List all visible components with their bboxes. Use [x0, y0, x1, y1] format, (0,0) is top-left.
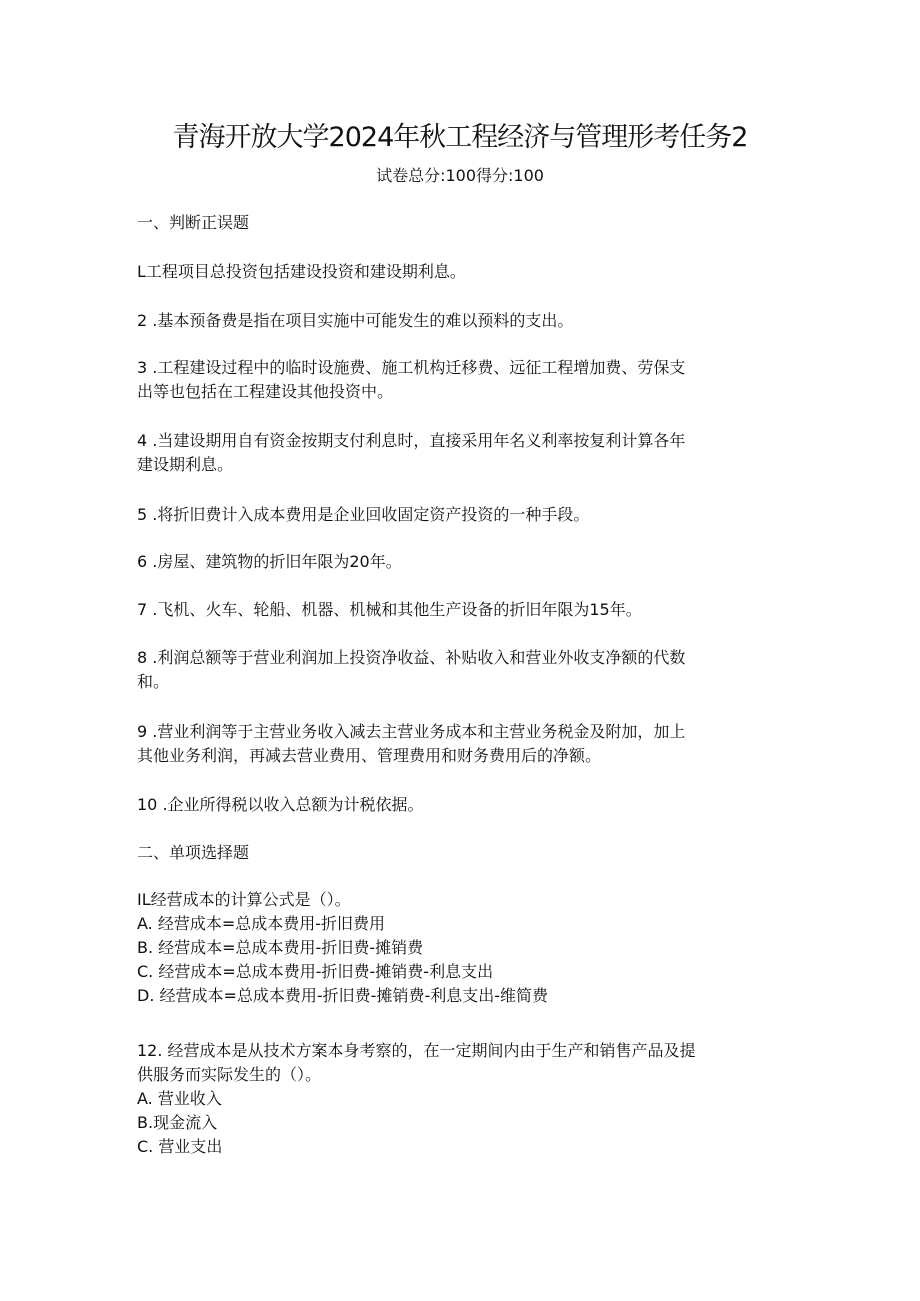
question-text: 出等也包括在工程建设其他投资中。 — [137, 382, 394, 401]
question-text: 5 .将折旧费计入成本费用是企业回收固定资产投资的一种手段。 — [137, 505, 590, 524]
question-5 — [137, 503, 787, 527]
question-text: 其他业务利润，再减去营业费用、管理费用和财务费用后的净额。 — [137, 746, 602, 765]
question-10 — [137, 793, 787, 817]
question-text: 8 .利润总额等于营业利润加上投资净收益、补贴收入和营业外收支净额的代数 — [137, 648, 686, 667]
option-d: D. 经营成本=总成本费用-折旧费-摊销费-利息支出-维简费 — [137, 986, 548, 1005]
option-c: C. 经营成本=总成本费用-折旧费-摊销费-利息支出 — [137, 962, 494, 981]
option-a: A. 经营成本=总成本费用-折旧费用 — [137, 914, 386, 933]
question-text: 7 .飞机、火车、轮船、机器、机械和其他生产设备的折旧年限为15年。 — [137, 600, 642, 619]
question-8 — [137, 646, 787, 694]
question-text: 和。 — [137, 672, 170, 691]
question-text: 3 .工程建设过程中的临时设施费、施工机构迁移费、远征工程增加费、劳保支 — [137, 358, 686, 377]
question-text: 9 .营业利润等于主营业务收入减去主营业务成本和主营业务税金及附加，加上 — [137, 722, 686, 741]
section-heading-single-choice — [137, 841, 787, 865]
question-text: IL经营成本的计算公式是（）。 — [137, 890, 351, 909]
question-text: 4 .当建设期用自有资金按期支付利息时，直接采用年名义利率按复利计算各年 — [137, 431, 686, 450]
question-3 — [137, 356, 787, 404]
question-4 — [137, 429, 787, 477]
question-12 — [137, 1039, 787, 1159]
question-text: 6 .房屋、建筑物的折旧年限为20年。 — [137, 552, 402, 571]
question-9 — [137, 720, 787, 768]
question-text: 12. 经营成本是从技术方案本身考察的，在一定期间内由于生产和销售产品及提 — [137, 1041, 696, 1060]
option-c: C. 营业支出 — [137, 1137, 223, 1156]
option-b: B.现金流入 — [137, 1113, 218, 1132]
question-text: 10 .企业所得税以收入总额为计税依据。 — [137, 795, 424, 814]
question-text: L工程项目总投资包括建设投资和建设期利息。 — [137, 262, 466, 281]
score-summary: 试卷总分:100得分:100 — [376, 166, 544, 185]
question-text: 2 .基本预备费是指在项目实施中可能发生的难以预料的支出。 — [137, 311, 574, 330]
section-heading-text: 一、判断正误题 — [137, 213, 250, 232]
section-heading-text: 二、单项选择题 — [137, 843, 250, 862]
option-b: B. 经营成本=总成本费用-折旧费-摊销费 — [137, 938, 424, 957]
question-11 — [137, 888, 787, 1008]
question-6 — [137, 550, 787, 574]
document-title: 青海开放大学2024年秋工程经济与管理形考任务2 — [172, 122, 748, 153]
question-7 — [137, 598, 787, 622]
question-text: 建设期利息。 — [137, 455, 234, 474]
question-1 — [137, 260, 787, 284]
question-2 — [137, 309, 787, 333]
option-a: A. 营业收入 — [137, 1089, 222, 1108]
section-heading-true-false — [137, 211, 787, 235]
question-text: 供服务而实际发生的（）。 — [137, 1065, 322, 1084]
